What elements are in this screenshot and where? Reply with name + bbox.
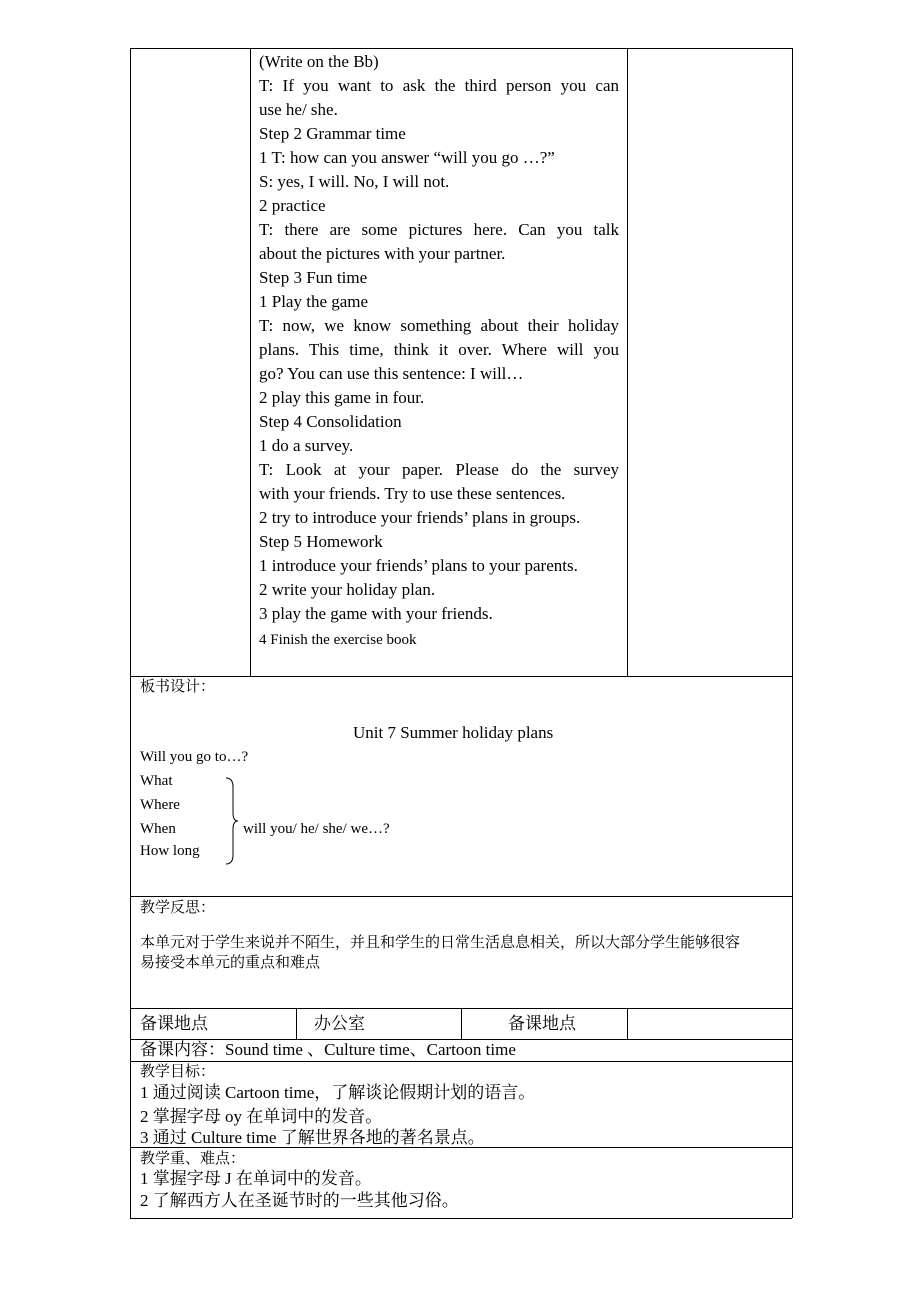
reflection-line: 本单元对于学生来说并不陌生，并且和学生的日常生活息息相关，所以大部分学生能够很容 — [140, 935, 741, 951]
wh-word: When — [140, 821, 176, 837]
reflection-line: 易接受本单元的重点和难点 — [140, 955, 321, 971]
procedure-line: about the pictures with your partner. — [259, 244, 506, 263]
row-divider — [130, 1061, 792, 1062]
col-divider — [250, 48, 251, 676]
board-title: Unit 7 Summer holiday plans — [353, 723, 554, 742]
table-border — [792, 48, 793, 1218]
procedure-line: 2 write your holiday plan. — [259, 580, 436, 599]
col-divider — [296, 1008, 297, 1039]
board-question: Will you go to…? — [140, 749, 249, 765]
objective-item: 1 通过阅读 Cartoon time，了解谈论假期计划的语言。 — [140, 1083, 536, 1102]
row-divider — [130, 676, 792, 677]
right-brace-icon — [224, 777, 240, 865]
procedure-line: plans. This time, think it over. Where will you — [259, 340, 619, 359]
key-point-item: 1 掌握字母 J 在单词中的发音。 — [140, 1169, 372, 1188]
key-points-label: 教学重、难点： — [140, 1151, 246, 1167]
procedure-line: 4 Finish the exercise book — [259, 632, 417, 648]
procedure-line: Step 4 Consolidation — [259, 412, 402, 431]
procedure-line: (Write on the Bb) — [259, 52, 379, 71]
objective-item: 2 掌握字母 oy 在单词中的发音。 — [140, 1107, 383, 1126]
procedure-line: with your friends. Try to use these sentences. — [259, 484, 566, 503]
prep-location-value: 办公室 — [314, 1014, 365, 1033]
procedure-line: S: yes, I will. No, I will not. — [259, 172, 450, 191]
procedure-line: go? You can use this sentence: I will… — [259, 364, 524, 383]
procedure-line: 2 play this game in four. — [259, 388, 425, 407]
procedure-line: 1 do a survey. — [259, 436, 354, 455]
col-divider — [461, 1008, 462, 1039]
row-divider — [130, 896, 792, 897]
table-border — [130, 48, 131, 1218]
procedure-line: 1 T: how can you answer “will you go …?” — [259, 148, 555, 167]
prep-location-label-2: 备课地点 — [508, 1014, 576, 1033]
procedure-line: Step 3 Fun time — [259, 268, 368, 287]
procedure-line: Step 5 Homework — [259, 532, 383, 551]
col-divider — [627, 1008, 628, 1039]
wh-word: What — [140, 773, 173, 789]
procedure-line: use he/ she. — [259, 100, 338, 119]
board-suffix: will you/ he/ she/ we…? — [243, 821, 390, 837]
reflection-label: 教学反思： — [140, 900, 216, 916]
procedure-line: 1 Play the game — [259, 292, 369, 311]
objectives-label: 教学目标： — [140, 1064, 216, 1080]
col-divider — [627, 48, 628, 676]
procedure-line: T: If you want to ask the third person you can — [259, 76, 619, 95]
procedure-line: T: Look at your paper. Please do the survey — [259, 460, 619, 479]
objective-item: 3 通过 Culture time 了解世界各地的著名景点。 — [140, 1128, 485, 1147]
wh-word: Where — [140, 797, 180, 813]
procedure-line: T: there are some pictures here. Can you talk — [259, 220, 619, 239]
prep-location-label: 备课地点 — [140, 1014, 208, 1033]
table-border — [130, 48, 792, 49]
procedure-line: 2 try to introduce your friends’ plans in groups. — [259, 508, 581, 527]
procedure-line: T: now, we know something about their holiday — [259, 316, 619, 335]
board-design-label: 板书设计： — [140, 679, 216, 695]
key-point-item: 2 了解西方人在圣诞节时的一些其他习俗。 — [140, 1191, 459, 1210]
procedure-line: 1 introduce your friends’ plans to your parents. — [259, 556, 578, 575]
procedure-line: 3 play the game with your friends. — [259, 604, 493, 623]
procedure-line: 2 practice — [259, 196, 326, 215]
procedure-line: Step 2 Grammar time — [259, 124, 406, 143]
table-border — [130, 1218, 792, 1219]
prep-content: 备课内容：Sound time 、Culture time、Cartoon time — [140, 1040, 516, 1059]
wh-word: How long — [140, 843, 200, 859]
